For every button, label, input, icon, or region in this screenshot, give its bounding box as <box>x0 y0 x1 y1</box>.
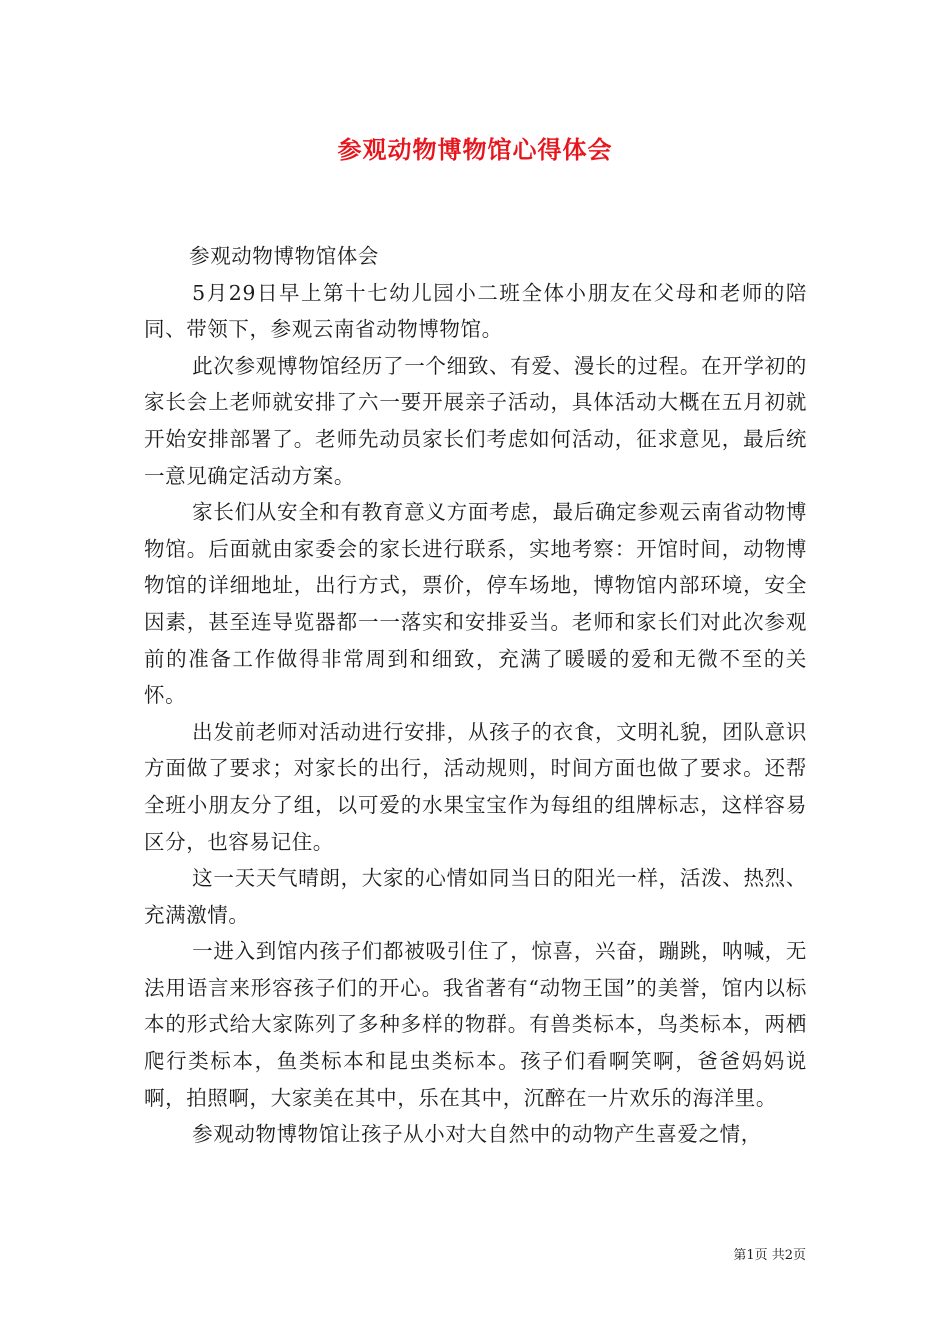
paragraph: 一进入到馆内孩子们都被吸引住了，惊喜，兴奋，蹦跳，呐喊，无法用语言来形容孩子们的开心。我省著有“动物王国”的美誉，馆内以标本的形式给大家陈列了多种多样的物群。有兽类标本，鸟类标本，两栖爬行类标本，鱼类标本和昆虫类标本。孩子们看啊笑啊，爸爸妈妈说啊，拍照啊，大家美在其中，乐在其中，沉醉在一片欢乐的海洋里。 <box>144 939 807 1110</box>
paragraph: 5月29日早上第十七幼儿园小二班全体小朋友在父母和老师的陪同、带领下，参观云南省动物博物馆。 <box>144 280 807 342</box>
document-title: 参观动物博物馆心得体会 <box>337 135 613 164</box>
page-number-footer: 第1页 共2页 <box>733 1248 806 1263</box>
document-body <box>144 238 807 1153</box>
paragraph: 这一天天气晴朗，大家的心情如同当日的阳光一样，活泼、热烈、充满激情。 <box>144 866 807 927</box>
paragraph: 参观动物博物馆让孩子从小对大自然中的动物产生喜爱之情， <box>192 1122 762 1147</box>
paragraph-subheading: 参观动物博物馆体会 <box>189 244 379 268</box>
paragraph: 出发前老师对活动进行安排，从孩子的衣食，文明礼貌，团队意识方面做了要求；对家长的出行，活动规则，时间方面也做了要求。还帮全班小朋友分了组，以可爱的水果宝宝作为每组的组牌标志，这样容易区分，也容易记住。 <box>144 719 807 854</box>
paragraph: 此次参观博物馆经历了一个细致、有爱、漫长的过程。在开学初的家长会上老师就安排了六一要开展亲子活动，具体活动大概在五月初就开始安排部署了。老师先动员家长们考虑如何活动，征求意见，最后统一意见确定活动方案。 <box>144 353 807 488</box>
paragraph: 家长们从安全和有教育意义方面考虑，最后确定参观云南省动物博物馆。后面就由家委会的家长进行联系，实地考察：开馆时间，动物博物馆的详细地址，出行方式，票价，停车场地，博物馆内部环境，安全因素，甚至连导览器都一一落实和安排妥当。老师和家长们对此次参观前的准备工作做得非常周到和细致，充满了暖暖的爱和无微不至的关怀。 <box>144 500 807 708</box>
